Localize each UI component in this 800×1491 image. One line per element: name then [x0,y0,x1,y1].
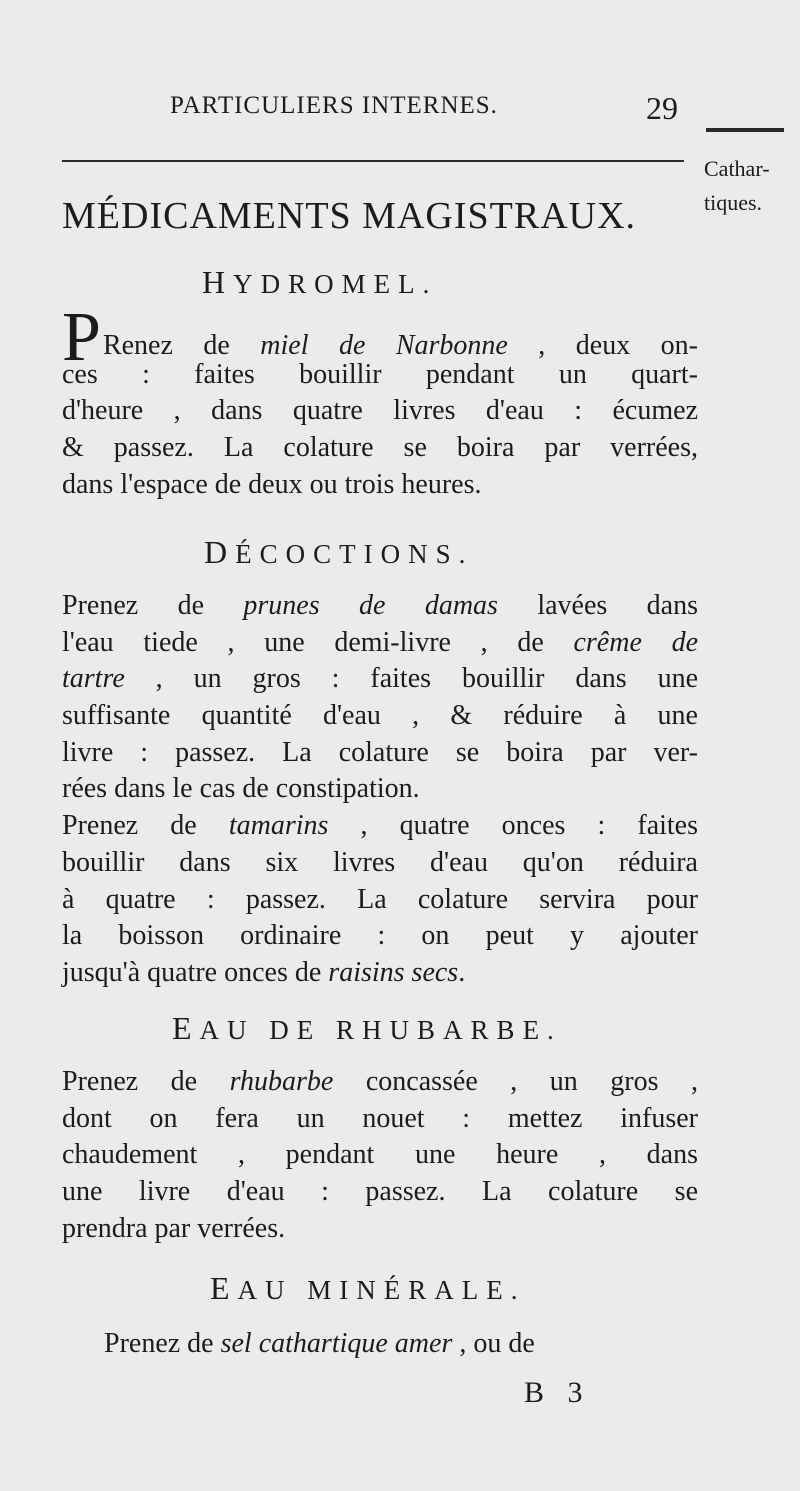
text-run: concassée , un gros , [333,1066,699,1097]
italic-term: rhubarbe [229,1066,334,1097]
text-run: , quatre onces : faites [328,810,699,842]
text-line [62,625,698,662]
text-run: Renez de [102,330,261,361]
text-run: ces : faites bouillir pendant un quart- [62,358,698,390]
signature-mark: B 3 [524,1376,591,1409]
paragraph-rhubarbe [62,1064,698,1247]
text-run: lavées dans [497,590,698,621]
text-line [62,735,698,772]
text-run: l'eau tiede , une demi-livre , de [62,626,574,658]
paragraph-decoctions [62,588,698,992]
text-run: dont on fera un nouet : mettez infuser [62,1102,698,1134]
text-line [62,1211,698,1248]
running-title: PARTICULIERS INTERNES. [170,92,498,119]
margin-note [704,152,800,220]
text-run: suffisante quantité d'eau , & réduire à une [62,700,698,732]
text-line [62,808,698,845]
text-line [62,1064,698,1101]
drop-cap: P [62,299,101,376]
text-run: rées dans le cas de constipation. [62,773,420,805]
text-run: la boisson ordinaire : on peut y ajouter [62,920,698,952]
text-run: & passez. La colature se boira par verrées, [62,432,698,464]
text-run: , ou de [452,1328,535,1359]
text-line [62,918,698,955]
section-heading-minerale: EAU MINÉRALE. [210,1270,526,1306]
text-run: chaudement , pendant une heure , dans [62,1139,698,1171]
italic-term: sel cathartique amer [220,1328,453,1359]
text-run: , un gros : faites bouillir dans une [124,663,698,695]
text-run: à quatre : passez. La colature servira pour [62,883,698,915]
text-run: Prenez de [62,590,244,621]
text-line [62,955,698,992]
text-line [62,1101,698,1138]
text-run: , deux on- [507,330,698,361]
italic-term: raisins secs [328,956,459,988]
text-line [62,661,698,698]
text-line [62,771,698,808]
text-run: jusqu'à quatre onces de [62,956,329,988]
text-run: bouillir dans six livres d'eau qu'on réduira [62,846,698,878]
section-heading-rhubarbe: EAU DE RHUBARBE. [172,1010,562,1046]
text-line [62,467,698,504]
text-run: Prenez de [104,1328,221,1359]
text-line [104,1326,698,1363]
italic-term: tartre [62,663,125,695]
margin-rule [706,128,784,132]
text-run: Prenez de [62,810,229,842]
margin-note-line: Cathar- [704,156,770,181]
text-run: dans l'espace de deux ou trois heures. [62,468,482,500]
header-rule [62,160,684,162]
paragraph-minerale [104,1326,698,1363]
text-line [62,882,698,919]
text-line [62,1137,698,1174]
section-heading-decoctions: DÉCOCTIONS. [204,534,474,570]
text-line [62,588,698,625]
text-line [62,430,698,467]
text-line [62,1174,698,1211]
page-number: 29 [646,90,678,126]
text-line [62,845,698,882]
text-line [62,393,698,430]
italic-term: prunes de damas [243,590,498,621]
text-run: livre : passez. La colature se boira par ver- [62,736,698,768]
page-title: MÉDICAMENTS MAGISTRAUX. [62,195,637,237]
text-run: . [458,956,466,988]
text-run: Prenez de [62,1066,230,1097]
text-run: une livre d'eau : passez. La colature se [62,1176,698,1208]
italic-term: crême de [573,626,698,658]
text-run: d'heure , dans quatre livres d'eau : écumez [62,395,698,427]
paragraph-hydromel [62,299,698,503]
italic-term: miel de Narbonne [260,330,508,361]
italic-term: tamarins [228,810,329,842]
text-line [62,357,698,394]
margin-note-line: tiques. [704,190,763,215]
text-run: prendra par verrées. [62,1212,286,1244]
section-heading-hydromel: HYDROMEL. [202,264,438,300]
text-line [62,698,698,735]
